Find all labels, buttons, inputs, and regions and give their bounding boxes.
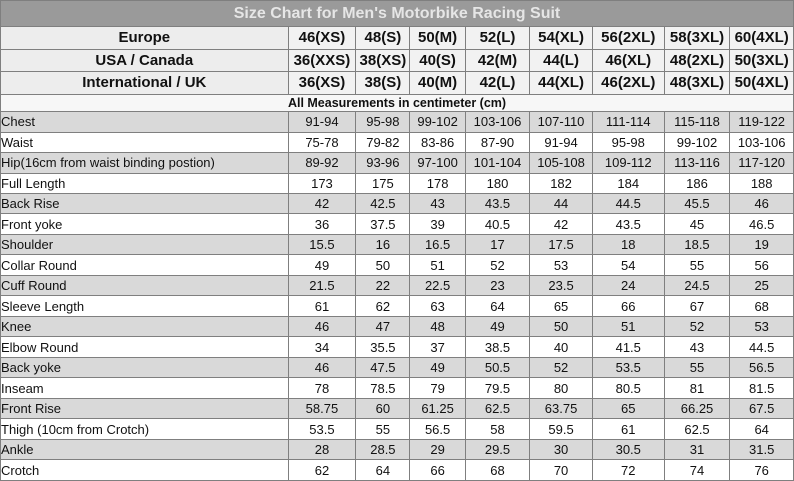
measurement-value: 15.5 [288,234,356,254]
measurement-label: Hip(16cm from waist binding postion) [1,153,289,173]
measurement-value: 24 [592,275,664,295]
measurement-value: 40 [530,337,593,357]
table-row [1,214,794,234]
table-row [1,439,794,459]
measurement-value: 19 [730,234,794,254]
units-note-row [1,94,794,111]
measurement-value: 79-82 [356,132,410,152]
measurement-value: 22 [356,275,410,295]
measurement-value: 62 [288,460,356,481]
measurement-value: 111-114 [592,112,664,132]
measurement-value: 58.75 [288,398,356,418]
measurement-value: 55 [356,419,410,439]
table-row [1,316,794,336]
size-cell: 40(S) [410,49,465,72]
measurement-value: 61.25 [410,398,465,418]
table-row [1,296,794,316]
measurement-value: 47 [356,316,410,336]
size-cell: 48(3XL) [664,72,730,95]
measurement-value: 43.5 [592,214,664,234]
measurement-value: 51 [410,255,465,275]
table-row [1,419,794,439]
measurement-value: 79.5 [465,378,530,398]
size-cell: 40(M) [410,72,465,95]
measurement-value: 43.5 [465,193,530,213]
measurement-value: 37 [410,337,465,357]
measurement-label: Sleeve Length [1,296,289,316]
measurement-value: 103-106 [465,112,530,132]
measurement-value: 105-108 [530,153,593,173]
measurement-value: 83-86 [410,132,465,152]
measurement-value: 42.5 [356,193,410,213]
measurement-value: 43 [664,337,730,357]
measurement-rows [1,112,794,481]
measurement-value: 29 [410,439,465,459]
measurement-value: 113-116 [664,153,730,173]
measurement-value: 39 [410,214,465,234]
region-label: Europe [1,27,289,50]
measurement-label: Knee [1,316,289,336]
table-row [1,153,794,173]
region-label: International / UK [1,72,289,95]
measurement-value: 180 [465,173,530,193]
measurement-value: 58 [465,419,530,439]
measurement-value: 50 [356,255,410,275]
measurement-value: 63 [410,296,465,316]
measurement-value: 75-78 [288,132,356,152]
measurement-value: 52 [664,316,730,336]
size-cell: 46(XL) [592,49,664,72]
size-conversion-rows [1,27,794,95]
measurement-value: 18.5 [664,234,730,254]
measurement-value: 64 [730,419,794,439]
units-note: All Measurements in centimeter (cm) [1,94,794,111]
size-cell: 50(M) [410,27,465,50]
measurement-value: 45 [664,214,730,234]
measurement-value: 46.5 [730,214,794,234]
measurement-value: 56.5 [730,357,794,377]
measurement-value: 53.5 [288,419,356,439]
measurement-value: 119-122 [730,112,794,132]
measurement-value: 34 [288,337,356,357]
measurement-value: 60 [356,398,410,418]
measurement-value: 68 [730,296,794,316]
measurement-value: 64 [465,296,530,316]
measurement-value: 74 [664,460,730,481]
size-cell: 50(3XL) [730,49,794,72]
measurement-value: 76 [730,460,794,481]
measurement-value: 42 [288,193,356,213]
measurement-value: 175 [356,173,410,193]
size-cell: 60(4XL) [730,27,794,50]
table-row [1,275,794,295]
size-cell: 36(XXS) [288,49,356,72]
measurement-value: 40.5 [465,214,530,234]
measurement-value: 50.5 [465,357,530,377]
chart-title: Size Chart for Men's Motorbike Racing Suit [1,1,794,27]
measurement-value: 81.5 [730,378,794,398]
measurement-value: 46 [288,316,356,336]
measurement-label: Back Rise [1,193,289,213]
measurement-value: 53 [530,255,593,275]
table-row [1,255,794,275]
measurement-value: 95-98 [592,132,664,152]
measurement-label: Full Length [1,173,289,193]
measurement-label: Elbow Round [1,337,289,357]
measurement-value: 66 [592,296,664,316]
measurement-value: 16.5 [410,234,465,254]
measurement-label: Thigh (10cm from Crotch) [1,419,289,439]
size-cell: 44(XL) [530,72,593,95]
table-row [1,460,794,481]
table-row [1,234,794,254]
size-cell: 36(XS) [288,72,356,95]
table-row [1,357,794,377]
measurement-value: 65 [530,296,593,316]
size-cell: 58(3XL) [664,27,730,50]
measurement-value: 62.5 [465,398,530,418]
measurement-value: 178 [410,173,465,193]
measurement-value: 188 [730,173,794,193]
measurement-label: Ankle [1,439,289,459]
size-cell: 48(2XL) [664,49,730,72]
measurement-value: 48 [410,316,465,336]
measurement-value: 44.5 [730,337,794,357]
measurement-value: 61 [592,419,664,439]
measurement-value: 109-112 [592,153,664,173]
measurement-value: 78 [288,378,356,398]
measurement-value: 67.5 [730,398,794,418]
measurement-value: 91-94 [288,112,356,132]
table-row [1,378,794,398]
measurement-value: 81 [664,378,730,398]
measurement-label: Collar Round [1,255,289,275]
size-cell: 50(4XL) [730,72,794,95]
measurement-value: 115-118 [664,112,730,132]
measurement-value: 78.5 [356,378,410,398]
measurement-value: 42 [530,214,593,234]
measurement-value: 16 [356,234,410,254]
measurement-value: 54 [592,255,664,275]
measurement-value: 22.5 [410,275,465,295]
measurement-value: 53 [730,316,794,336]
measurement-value: 64 [356,460,410,481]
measurement-value: 66 [410,460,465,481]
measurement-label: Cuff Round [1,275,289,295]
size-cell: 52(L) [465,27,530,50]
table-row [1,112,794,132]
measurement-value: 89-92 [288,153,356,173]
measurement-value: 49 [465,316,530,336]
measurement-value: 49 [288,255,356,275]
measurement-value: 95-98 [356,112,410,132]
measurement-value: 47.5 [356,357,410,377]
measurement-value: 30 [530,439,593,459]
measurement-value: 45.5 [664,193,730,213]
measurement-value: 31 [664,439,730,459]
measurement-value: 186 [664,173,730,193]
measurement-value: 23 [465,275,530,295]
measurement-value: 17.5 [530,234,593,254]
measurement-value: 25 [730,275,794,295]
region-label: USA / Canada [1,49,289,72]
measurement-value: 67 [664,296,730,316]
measurement-value: 87-90 [465,132,530,152]
measurement-value: 117-120 [730,153,794,173]
size-cell: 46(XS) [288,27,356,50]
measurement-value: 173 [288,173,356,193]
measurement-value: 23.5 [530,275,593,295]
title-row [1,1,794,27]
table-row [1,337,794,357]
measurement-value: 35.5 [356,337,410,357]
measurement-label: Back yoke [1,357,289,377]
table-row [1,132,794,152]
measurement-value: 70 [530,460,593,481]
table-row [1,193,794,213]
measurement-value: 97-100 [410,153,465,173]
measurement-value: 52 [465,255,530,275]
measurement-value: 21.5 [288,275,356,295]
measurement-value: 62.5 [664,419,730,439]
measurement-value: 51 [592,316,664,336]
measurement-value: 28 [288,439,356,459]
size-cell: 38(S) [356,72,410,95]
measurement-value: 43 [410,193,465,213]
measurement-value: 49 [410,357,465,377]
measurement-value: 37.5 [356,214,410,234]
measurement-value: 55 [664,255,730,275]
measurement-value: 91-94 [530,132,593,152]
size-cell: 38(XS) [356,49,410,72]
measurement-label: Waist [1,132,289,152]
measurement-value: 52 [530,357,593,377]
size-cell: 42(M) [465,49,530,72]
measurement-value: 44.5 [592,193,664,213]
measurement-value: 93-96 [356,153,410,173]
measurement-label: Front yoke [1,214,289,234]
measurement-label: Front Rise [1,398,289,418]
size-cell: 46(2XL) [592,72,664,95]
size-cell: 54(XL) [530,27,593,50]
measurement-value: 17 [465,234,530,254]
measurement-value: 41.5 [592,337,664,357]
measurement-value: 99-102 [410,112,465,132]
measurement-label: Chest [1,112,289,132]
measurement-value: 65 [592,398,664,418]
size-cell: 48(S) [356,27,410,50]
measurement-value: 46 [730,193,794,213]
measurement-value: 99-102 [664,132,730,152]
measurement-label: Crotch [1,460,289,481]
measurement-value: 101-104 [465,153,530,173]
measurement-value: 63.75 [530,398,593,418]
measurement-value: 30.5 [592,439,664,459]
measurement-value: 182 [530,173,593,193]
size-cell: 42(L) [465,72,530,95]
measurement-value: 18 [592,234,664,254]
size-cell: 44(L) [530,49,593,72]
measurement-value: 62 [356,296,410,316]
measurement-value: 38.5 [465,337,530,357]
measurement-value: 68 [465,460,530,481]
measurement-value: 24.5 [664,275,730,295]
measurement-value: 56 [730,255,794,275]
measurement-label: Inseam [1,378,289,398]
measurement-value: 55 [664,357,730,377]
measurement-value: 184 [592,173,664,193]
table-row [1,173,794,193]
size-cell: 56(2XL) [592,27,664,50]
measurement-value: 107-110 [530,112,593,132]
table-row [1,398,794,418]
measurement-value: 61 [288,296,356,316]
measurement-value: 59.5 [530,419,593,439]
measurement-value: 79 [410,378,465,398]
measurement-value: 80.5 [592,378,664,398]
measurement-value: 80 [530,378,593,398]
measurement-value: 31.5 [730,439,794,459]
measurement-label: Shoulder [1,234,289,254]
measurement-value: 46 [288,357,356,377]
size-row [1,49,794,72]
size-row [1,27,794,50]
measurement-value: 50 [530,316,593,336]
measurement-value: 29.5 [465,439,530,459]
measurement-value: 36 [288,214,356,234]
measurement-value: 44 [530,193,593,213]
measurement-value: 28.5 [356,439,410,459]
measurement-value: 103-106 [730,132,794,152]
measurement-value: 53.5 [592,357,664,377]
measurement-value: 66.25 [664,398,730,418]
measurement-value: 56.5 [410,419,465,439]
measurement-value: 72 [592,460,664,481]
size-row [1,72,794,95]
